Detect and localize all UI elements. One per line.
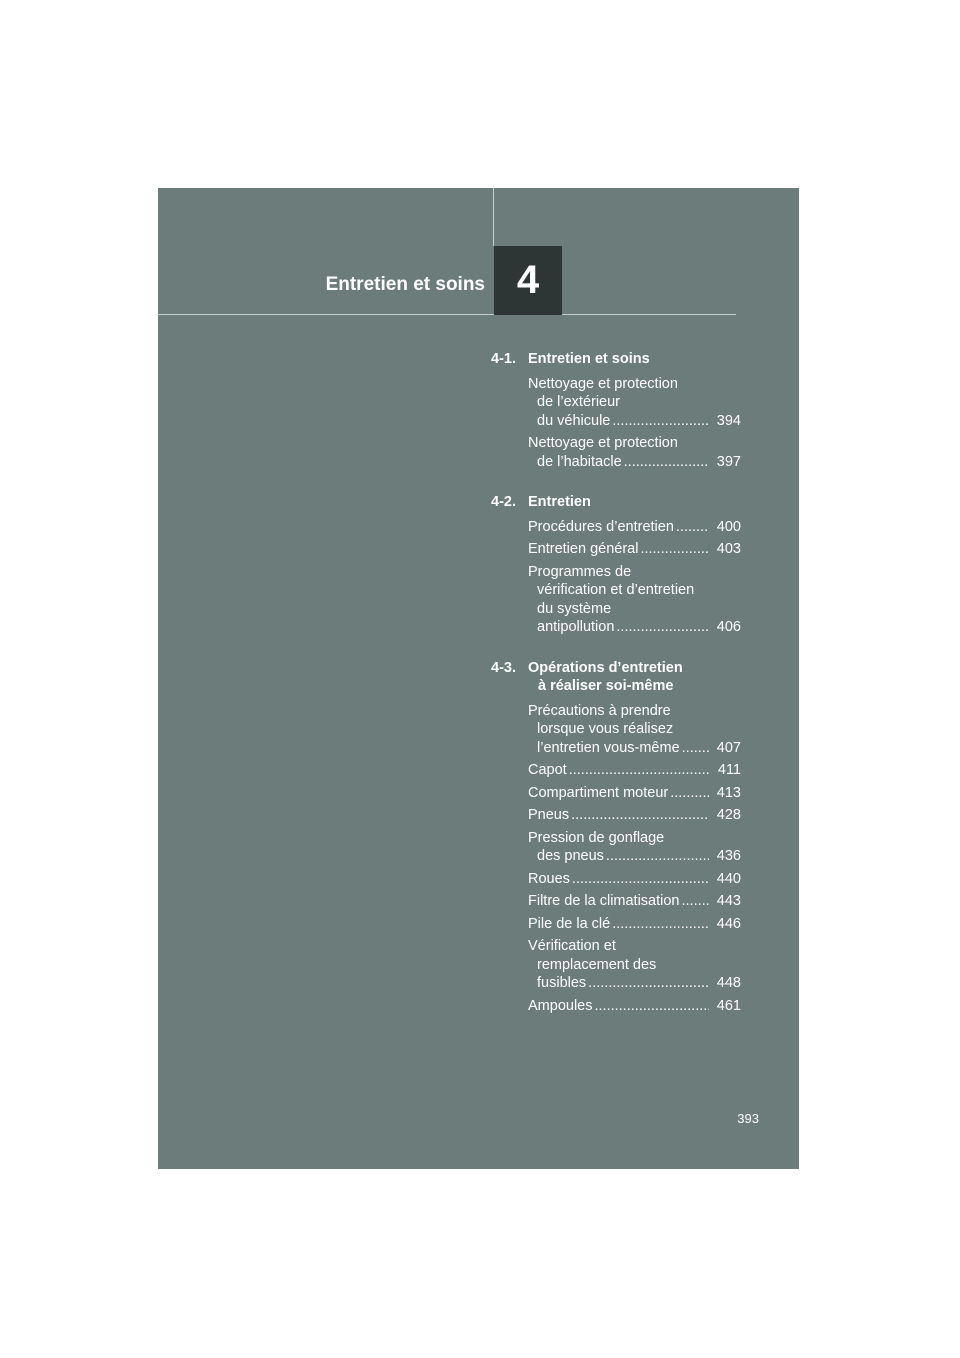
toc-entry[interactable]: [491, 915, 741, 934]
toc-entry-line: Nettoyage et protection: [528, 435, 678, 451]
toc-section-heading[interactable]: [491, 493, 741, 512]
chapter-title: Entretien et soins: [325, 274, 485, 295]
toc-entry-line: Pile de la clé: [528, 915, 611, 932]
dot-leader: [670, 784, 709, 803]
toc-entry-line: du véhicule: [537, 412, 611, 429]
dot-leader: [676, 518, 709, 537]
section-title-line: Entretien et soins: [528, 351, 650, 367]
section-title-line: Entretien: [528, 494, 591, 510]
toc-entry-line: Pneus: [528, 807, 570, 823]
toc-entry-text: [528, 784, 711, 803]
toc-page-number: 411: [717, 762, 741, 778]
section-title: [528, 659, 741, 696]
page-number: 393: [737, 1111, 759, 1126]
section-title: [528, 350, 741, 369]
toc-entry-line: du système: [537, 600, 612, 617]
dot-leader: [616, 618, 709, 637]
toc-entry-line: Procédures d’entretien: [528, 518, 674, 535]
dot-leader: [682, 892, 710, 911]
toc-entry-text: [528, 870, 711, 889]
toc-entry[interactable]: [491, 997, 741, 1016]
toc-entry[interactable]: [491, 806, 741, 825]
toc-page-number: 406: [716, 619, 741, 635]
table-of-contents: [491, 350, 741, 1015]
toc-entry-text: [528, 518, 711, 537]
toc-entry-line: Entretien général: [528, 541, 639, 557]
dot-leader: [612, 412, 709, 431]
toc-entry[interactable]: [491, 563, 741, 637]
toc-entry-line: fusibles: [537, 975, 587, 991]
toc-entry-text: [528, 915, 711, 934]
toc-entry-text: [528, 702, 711, 758]
dot-leader: [682, 739, 709, 758]
toc-page-number: 400: [716, 518, 741, 535]
toc-entry-text: [528, 540, 711, 559]
toc-page-number: 461: [716, 997, 741, 1014]
toc-entry-line: vérification et d’entretien: [537, 582, 695, 598]
toc-entry[interactable]: [491, 829, 741, 866]
toc-entry[interactable]: [491, 937, 741, 993]
toc-entry-line: l’entretien vous-même: [537, 739, 680, 756]
toc-section-heading[interactable]: [491, 659, 741, 696]
toc-entry-line: Capot: [528, 762, 567, 778]
section-number: 4-3.: [491, 659, 516, 676]
toc-entry-line: des pneus: [537, 848, 604, 864]
dot-leader: [612, 915, 709, 934]
toc-entry-line: Ampoules: [528, 997, 593, 1014]
section-title-line: Opérations d’entretien: [528, 659, 683, 676]
toc-entry[interactable]: [491, 375, 741, 431]
dot-leader: [640, 540, 709, 559]
dot-leader: [569, 761, 709, 780]
section-title: [528, 493, 741, 512]
toc-entry-line: Vérification et: [528, 938, 616, 954]
dot-leader: [571, 806, 709, 825]
toc-page-number: 407: [716, 739, 741, 756]
toc-entry[interactable]: [491, 761, 741, 780]
dot-leader: [594, 997, 709, 1016]
vertical-divider: [493, 188, 494, 246]
section-number: 4-1.: [491, 351, 516, 367]
section-title-line: à réaliser soi-même: [538, 678, 674, 694]
toc-entry-line: antipollution: [537, 619, 615, 635]
toc-entry[interactable]: [491, 892, 741, 911]
toc-entry-line: Pression de gonflage: [528, 829, 665, 846]
toc-entry[interactable]: [491, 702, 741, 758]
toc-entry-line: de l’extérieur: [537, 394, 621, 410]
toc-page-number: 436: [716, 848, 741, 864]
toc-entry-line: remplacement des: [537, 956, 657, 973]
toc-entry-text: [528, 937, 711, 993]
toc-entry-line: Précautions à prendre: [528, 702, 671, 719]
toc-entry-text: [528, 892, 711, 911]
toc-entry[interactable]: [491, 870, 741, 889]
toc-entry-line: Filtre de la climatisation: [528, 893, 680, 909]
toc-entry-line: de l’habitacle: [537, 453, 622, 470]
toc-entry-text: [528, 563, 711, 637]
dot-leader: [624, 453, 709, 472]
toc-entry-line: Compartiment moteur: [528, 784, 669, 801]
toc-entry-text: [528, 997, 711, 1016]
toc-page-number: 443: [716, 893, 741, 909]
toc-page-number: 440: [716, 870, 741, 887]
dot-leader: [606, 847, 709, 866]
toc-entry-text: [528, 761, 711, 780]
chapter-page: [158, 188, 799, 1169]
toc-entry-line: Roues: [528, 870, 570, 887]
toc-page-number: 413: [716, 784, 741, 801]
toc-section-heading[interactable]: [491, 350, 741, 369]
toc-page-number: 446: [716, 915, 741, 932]
toc-entry-text: [528, 434, 711, 471]
toc-entry-text: [528, 375, 711, 431]
toc-entry-text: [528, 829, 711, 866]
dot-leader: [572, 870, 709, 889]
dot-leader: [588, 974, 709, 993]
toc-page-number: 428: [716, 807, 741, 823]
toc-entry-line: Programmes de: [528, 563, 632, 580]
toc-page-number: 448: [716, 975, 741, 991]
horizontal-divider: [158, 314, 736, 315]
toc-entry[interactable]: [491, 434, 741, 471]
chapter-number-badge: 4: [494, 246, 562, 315]
toc-entry-text: [528, 806, 711, 825]
toc-entry-line: Nettoyage et protection: [528, 375, 678, 392]
toc-page-number: 397: [716, 453, 741, 470]
toc-page-number: 403: [716, 541, 741, 557]
toc-entry[interactable]: [491, 540, 741, 559]
toc-entry-line: lorsque vous réalisez: [537, 721, 674, 737]
section-number: 4-2.: [491, 494, 516, 510]
toc-page-number: 394: [716, 412, 741, 429]
toc-entry[interactable]: [491, 784, 741, 803]
toc-entry[interactable]: [491, 518, 741, 537]
